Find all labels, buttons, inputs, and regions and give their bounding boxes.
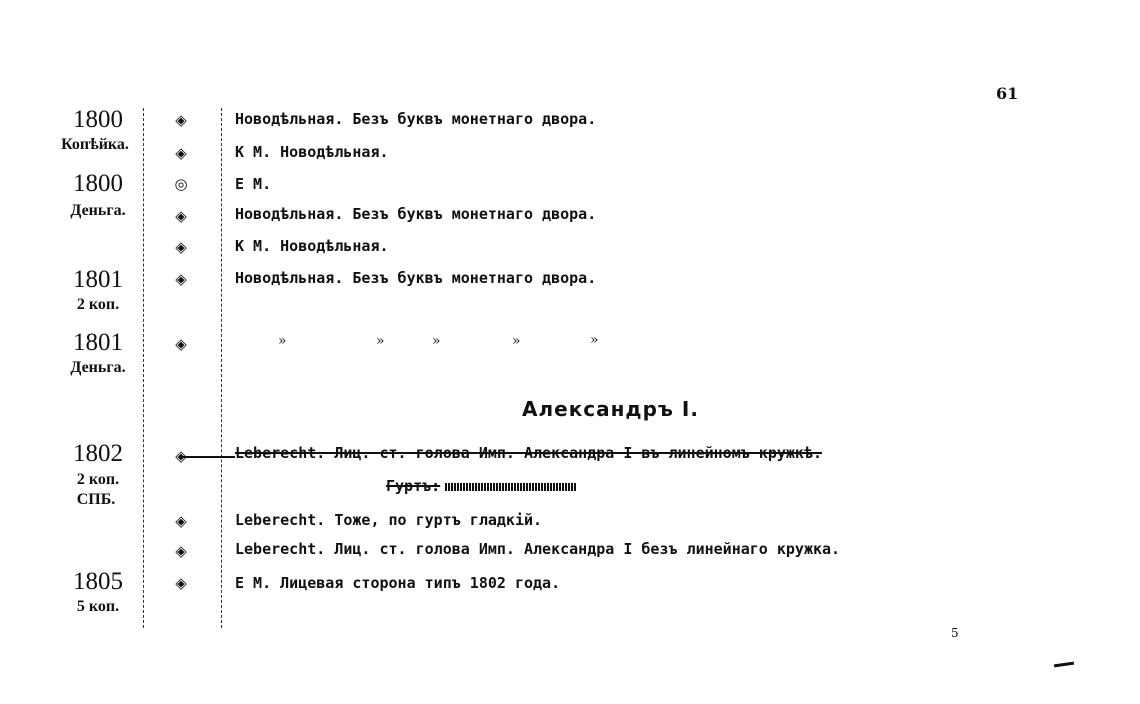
ditto-mark: » (432, 333, 441, 349)
edge-label: Гуртъ: (386, 477, 441, 495)
diamond-ring-icon: ◈ (175, 512, 187, 530)
entry-description: Е М. Лицевая сторона типъ 1802 года. (235, 574, 561, 592)
diamond-ring-icon: ◈ (175, 238, 187, 256)
ditto-mark: » (590, 332, 599, 348)
entry-description: К М. Новодѣльная. (235, 237, 389, 255)
corner-mark: 5 (951, 626, 959, 640)
entry-mint: СПБ. (76, 491, 116, 508)
entry-denomination: 2 коп. (76, 471, 120, 488)
diamond-ring-icon: ◈ (175, 335, 187, 353)
entry-description: Новодѣльная. Безъ буквъ монетнаго двора. (235, 205, 597, 223)
entry-denomination: 5 коп. (76, 598, 120, 615)
strike-line (180, 456, 235, 458)
diamond-ring-icon: ◈ (175, 574, 187, 592)
diamond-ring-icon: ◈ (175, 447, 187, 465)
entry-year: 1800 (73, 170, 123, 197)
edge-hatch (445, 483, 577, 491)
entry-description: Новодѣльная. Безъ буквъ монетнаго двора. (235, 269, 597, 287)
entry-year: 1802 (73, 440, 123, 467)
diamond-ring-icon: ◈ (175, 144, 187, 162)
entry-description: Новодѣльная. Безъ буквъ монетнаго двора. (235, 110, 597, 128)
entry-year: 1800 (73, 106, 123, 133)
diamond-ring-icon: ◈ (175, 542, 187, 560)
section-heading: Александръ I. (522, 397, 699, 421)
entry-year: 1805 (73, 568, 123, 595)
column-rule-right (221, 108, 222, 628)
page-number: 61 (996, 84, 1019, 103)
ditto-mark: » (278, 333, 287, 349)
entry-description: Leberecht. Тоже, по гуртъ гладкій. (235, 511, 543, 529)
entry-denomination: 2 коп. (76, 296, 120, 313)
edge-note (386, 476, 577, 495)
entry-description-struck: Leberecht. Лиц. ст. голова Имп. Александра I въ линейномъ кружкѣ. (235, 444, 822, 462)
entry-year: 1801 (73, 266, 123, 293)
entry-description: Leberecht. Лиц. ст. голова Имп. Александра I безъ линейнаго кружка. (235, 540, 841, 558)
ink-mark (1054, 662, 1074, 668)
entry-denomination: Деньга. (70, 202, 126, 219)
entry-description: К М. Новодѣльная. (235, 143, 389, 161)
concentric-circle-icon: ◎ (174, 175, 188, 193)
entry-denomination: Деньга. (70, 359, 126, 376)
diamond-ring-icon: ◈ (175, 207, 187, 225)
entry-year: 1801 (73, 329, 123, 356)
diamond-ring-icon: ◈ (175, 270, 187, 288)
diamond-ring-icon: ◈ (175, 111, 187, 129)
ditto-mark: » (512, 333, 521, 349)
ditto-mark: » (376, 333, 385, 349)
entry-description: Е М. (235, 175, 272, 193)
entry-denomination: Копѣйка. (61, 136, 129, 153)
